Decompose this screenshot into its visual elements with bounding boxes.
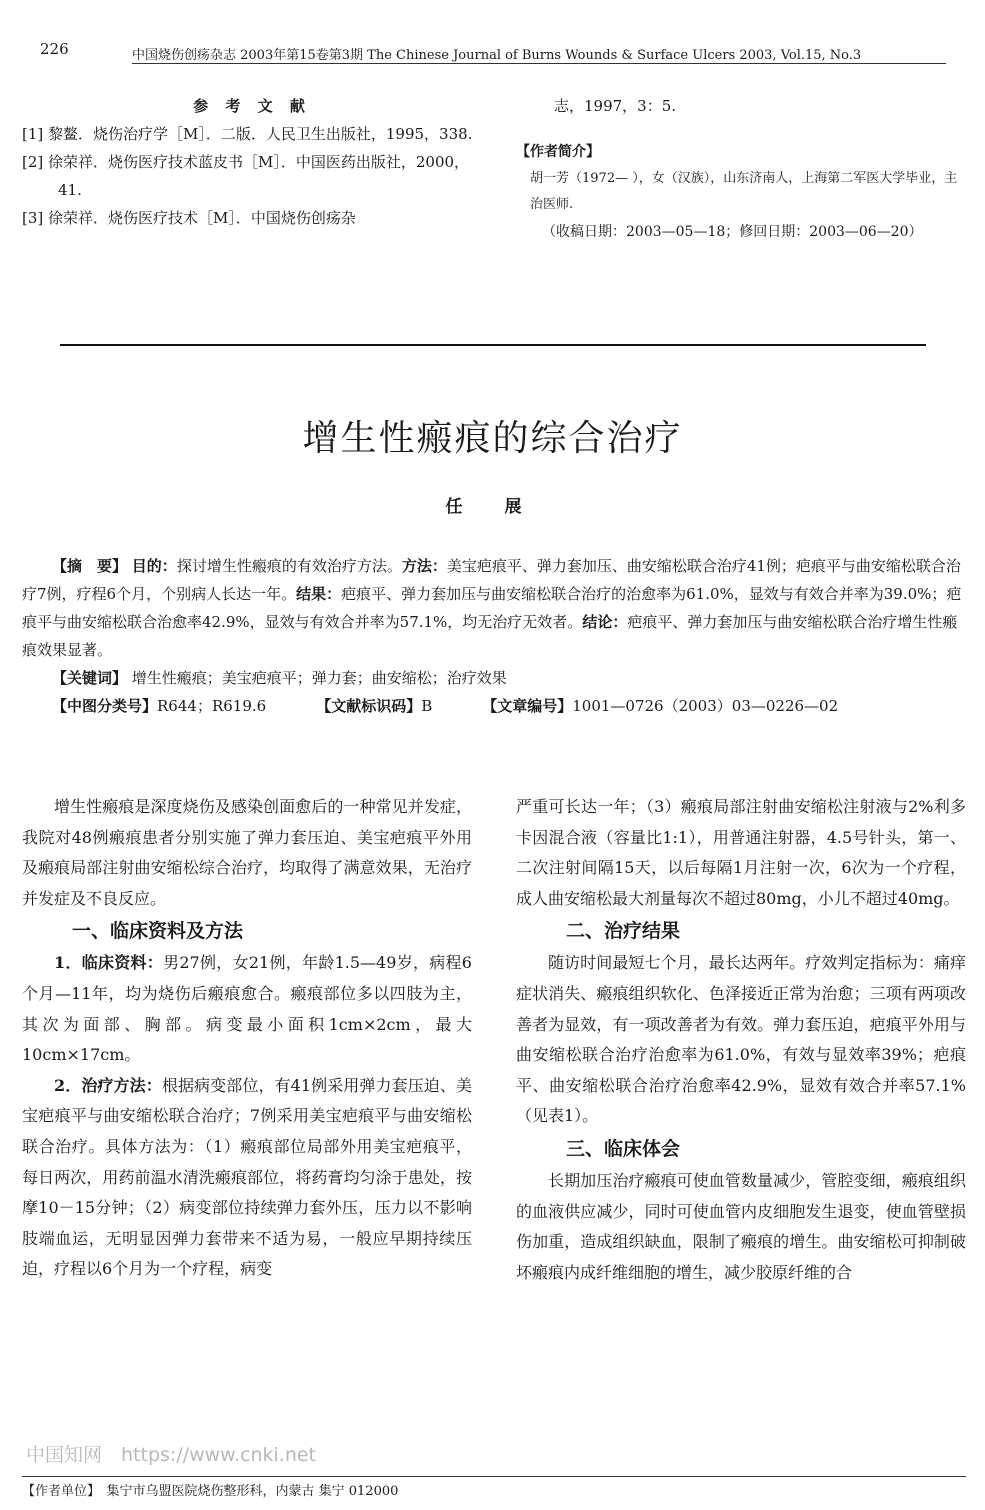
section-heading-1: 一、临床资料及方法 xyxy=(72,920,244,943)
article-title: 增生性瘢痕的综合治疗 xyxy=(302,418,683,459)
cnki-watermark: 中国知网 https://www.cnki.net xyxy=(26,1444,317,1466)
reference-continuation: 志，1997，3：5. xyxy=(554,97,677,115)
discussion-paragraph: 长期加压治疗瘢痕可使血管数量减少，管腔变细，瘢痕组织的血液供应减少，同时可使血管内皮细胞发生退变，使血管壁损伤加重，造成组织缺血，限制了瘢痕的增生。曲安缩松可抑制破坏瘢痕内成纤维细胞的增生，减少胶原纤维的合 xyxy=(516,1170,966,1282)
treatment-method-paragraph xyxy=(22,1071,472,1285)
intro-paragraph: 增生性瘢痕是深度烧伤及感染创面愈后的一种常见并发症，我院对48例瘢痕患者分别实施了弹力套压迫、美宝疤痕平外用及瘢痕局部注射曲安缩松综合治疗，均取得了满意效果，无治疗并发症及不良反应。 xyxy=(22,797,472,908)
result-text: 疤痕平、弹力套加压与曲安缩松联合治疗的治愈率为61.0%，显效与有效合并率为39.0%；疤痕平与曲安缩松联合治愈率42.9%，显效与有效合并率为57.1%，均无治疗无效者。 xyxy=(22,585,962,631)
classification-line xyxy=(22,692,968,720)
result-label: 结果： xyxy=(296,585,342,603)
article-id-value: 1001—0726（2003）03—0226—02 xyxy=(572,697,839,715)
section-heading-3: 三、临床体会 xyxy=(566,1137,681,1160)
page-number: 226 xyxy=(40,40,69,58)
abstract-label: 【摘 要】 xyxy=(52,557,128,575)
author-affiliation: 【作者单位】 集宁市乌盟医院烧伤整形科，内蒙古 集宁 012000 xyxy=(22,1484,399,1499)
journal-header: 中国烧伤创疡杂志 2003年第15卷第3期 The Chinese Journal of Burns Wounds & Surface Ulcers 2003, Vol.15, No.3 xyxy=(132,48,862,63)
right-top-block xyxy=(516,92,966,246)
doc-code-label: 【文献标识码】 xyxy=(316,697,422,715)
results-paragraph: 随访时间最短七个月，最长达两年。疗效判定指标为：痛痒症状消失、瘢痕组织软化、色泽接近正常为治愈；三项有两项改善者为显效，有一项改善者为有效。弹力套压迫，疤痕平外用与曲安缩松联合治疗治愈率为61.0%，有效与显效率39%；疤痕平、曲安缩松联合治疗治愈率42.9%，显效有效合并率57.1%（见表1）。 xyxy=(516,953,966,1126)
reference-item: [1] 黎鳌．烧伤治疗学［M］．二版．人民卫生出版社，1995，338. xyxy=(22,125,473,143)
references-section xyxy=(22,92,482,232)
method-label: 方法： xyxy=(401,557,447,575)
header-rule xyxy=(132,63,946,64)
keywords-line xyxy=(22,664,968,692)
received-dates: （收稿日期：2003—05—18；修回日期：2003—06—20） xyxy=(542,224,923,240)
author-bio-text: 胡一芳（1972— ），女（汉族），山东济南人，上海第二军医大学毕业，主治医师. xyxy=(530,171,958,212)
method-continuation: 严重可长达一年；（3）瘢痕局部注射曲安缩松注射液与2%利多卡因混合液（容量比1:1），用普通注射器，4.5号针头，第一、二次注射间隔15天，以后每隔1月注射一次，6次为一个疗程，成人曲安缩松最大剂量每次不超过80mg，小儿不超过40mg。 xyxy=(516,797,966,908)
abstract-paragraph xyxy=(22,552,968,664)
conclusion-text: 疤痕平、弹力套加压与曲安缩松联合治疗增生性瘢痕效果显著。 xyxy=(22,613,958,659)
references-title: 参 考 文 献 xyxy=(193,97,311,115)
method-text: 美宝疤痕平、弹力套加压、曲安缩松联合治疗41例；疤痕平与曲安缩松联合治疗7例，疗程6个月，个别病人长达一年。 xyxy=(22,557,961,603)
keywords-text: 增生性瘢痕；美宝疤痕平；弹力套；曲安缩松；治疗效果 xyxy=(131,669,507,687)
clinical-data-paragraph xyxy=(22,948,472,1070)
section-heading-2: 二、治疗结果 xyxy=(566,920,681,943)
treatment-method-text: 根据病变部位，有41例采用弹力套压迫、美宝疤痕平与曲安缩松联合治疗；7例采用美宝疤痕平与曲安缩松联合治疗。具体方法为：（1）瘢痕部位局部外用美宝疤痕平，每日两次，用药前温水清洗瘢痕部位，将药膏均匀涂于患处，按摩10－15分钟；（2）病变部位持续弹力套外压，压力以不影响肢端血运，无明显因弹力套带来不适为易，一般应早期持续压迫，疗程以6个月为一个疗程，病变 xyxy=(22,1075,472,1279)
clc-value: R644；R619.6 xyxy=(157,697,267,715)
conclusion-label: 结论： xyxy=(582,613,628,631)
section-divider xyxy=(60,344,926,346)
doc-code-value: B xyxy=(421,697,433,715)
body-left-column xyxy=(22,792,472,1285)
article-id-label: 【文章编号】 xyxy=(482,697,573,715)
purpose-text: 探讨增生性瘢痕的有效治疗方法。 xyxy=(176,557,402,575)
keywords-label: 【关键词】 xyxy=(52,669,128,687)
clc-label: 【中图分类号】 xyxy=(52,697,158,715)
article-author: 任 展 xyxy=(445,497,540,517)
author-bio-heading: 【作者简介】 xyxy=(516,144,600,160)
reference-item: [2] 徐荣祥．烧伤医疗技术蓝皮书［M］．中国医药出版社，2000，41. xyxy=(22,153,470,199)
body-right-column xyxy=(516,792,966,1288)
purpose-label: 目的： xyxy=(131,557,177,575)
clinical-data-text: 男27例，女21例，年龄1.5—49岁，病程6个月—11年，均为烧伤后瘢痕愈合。瘢痕部位多以四肢为主，其次为面部、胸部。病变最小面积1cm×2cm，最大10cm×17cm。 xyxy=(22,953,472,1065)
clinical-data-label: 1．临床资料： xyxy=(54,953,164,973)
reference-item: [3] 徐荣祥．烧伤医疗技术［M］．中国烧伤创疡杂 xyxy=(22,209,356,227)
abstract-block xyxy=(22,552,968,720)
treatment-method-label: 2．治疗方法： xyxy=(54,1075,162,1095)
footer-rule xyxy=(22,1476,966,1477)
